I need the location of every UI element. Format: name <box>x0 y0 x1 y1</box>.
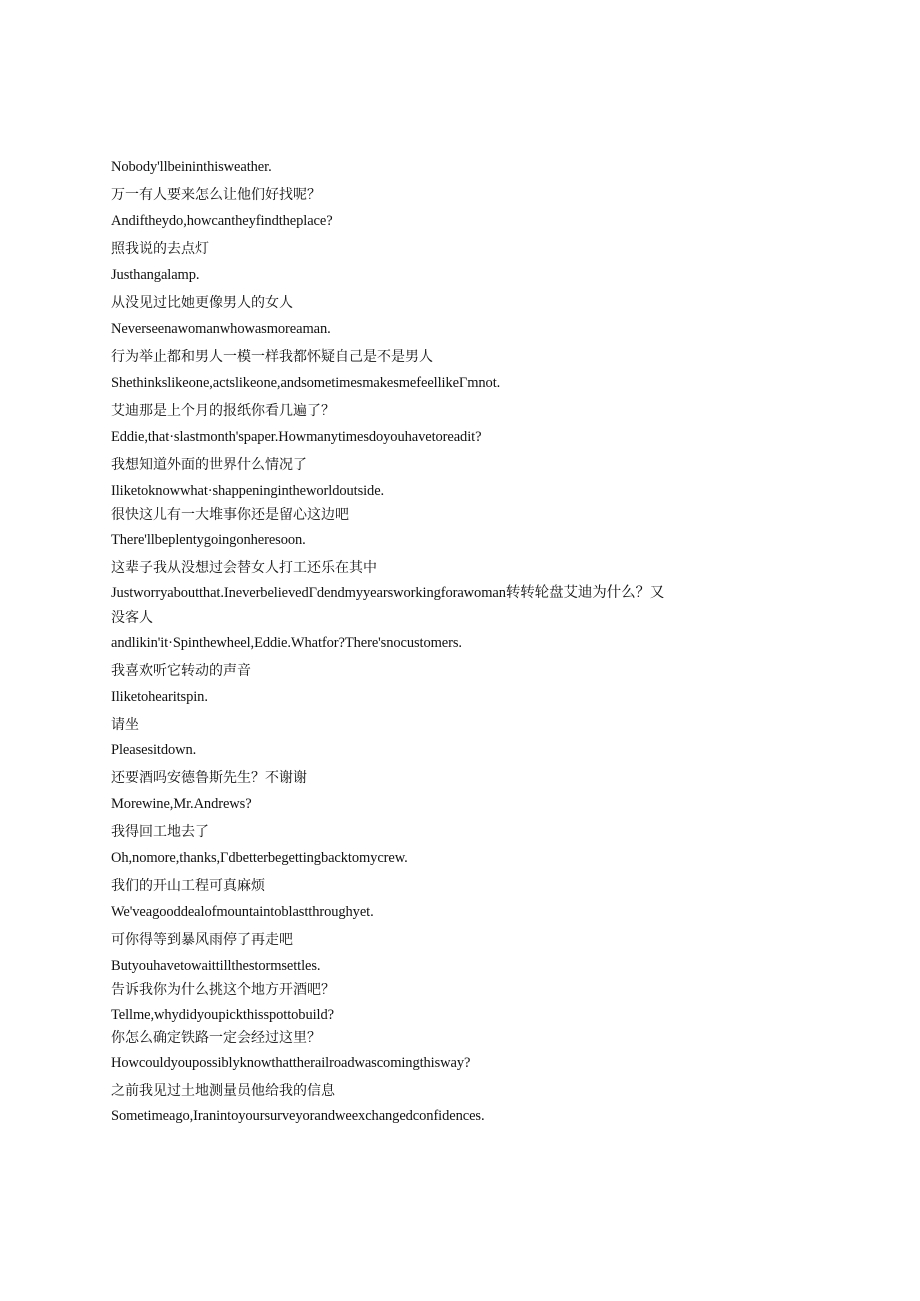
text-line: 行为举止都和男人一模一样我都怀疑自己是不是男人 <box>111 349 433 365</box>
text-line: 你怎么确定铁路一定会经过这里？ <box>111 1030 321 1046</box>
text-line: 之前我见过土地测量员他给我的信息 <box>111 1083 335 1099</box>
text-line: Howcouldyoupossiblyknowthattherailroadwascomingthisway? <box>111 1055 471 1071</box>
text-line: We'veagooddealofmountaintoblastthroughyet. <box>111 904 374 920</box>
text-line: 还要酒吗安德鲁斯先生？不谢谢 <box>111 770 307 786</box>
text-line: Sometimeago,Iranintoyoursurveyorandweexchangedconfidences. <box>111 1108 485 1124</box>
text-line: 我得回工地去了 <box>111 824 209 840</box>
text-line: 我们的开山工程可真麻烦 <box>111 878 265 894</box>
text-line: 我想知道外面的世界什么情况了 <box>111 457 307 473</box>
text-line: Morewine,Mr.Andrews? <box>111 796 252 812</box>
text-line: Iliketohearitspin. <box>111 689 208 705</box>
text-line: Andiftheydo,howcantheyfindtheplace? <box>111 213 333 229</box>
text-line: 照我说的去点灯 <box>111 241 209 257</box>
text-line: Tellme,whydidyoupickthisspottobuild? <box>111 1007 334 1023</box>
text-line: Justworryaboutthat.IneverbelievedΓdendmyyearsworkingforawoman转转轮盘艾迪为什么？又 <box>111 585 665 601</box>
text-line: 很快这儿有一大堆事你还是留心这边吧 <box>111 507 349 523</box>
text-line: Neverseenawomanwhowasmoreaman. <box>111 321 331 337</box>
text-line: 从没见过比她更像男人的女人 <box>111 295 293 311</box>
text-line: Nobody'llbeininthisweather. <box>111 159 272 175</box>
text-line: 告诉我你为什么挑这个地方开酒吧？ <box>111 982 335 998</box>
text-line: Pleasesitdown. <box>111 742 197 758</box>
text-line: 我喜欢听它转动的声音 <box>111 663 251 679</box>
text-line: 艾迪那是上个月的报纸你看几遍了？ <box>111 403 335 419</box>
text-line: 没客人 <box>111 610 153 626</box>
text-line: Butyouhavetowaittillthestormsettles. <box>111 958 321 974</box>
text-line: 请坐 <box>111 717 139 733</box>
text-line: Justhangalamp. <box>111 267 200 283</box>
text-line: 这辈子我从没想过会替女人打工还乐在其中 <box>111 560 377 576</box>
text-line: Iliketoknowwhat·shappeningintheworldoutside. <box>111 483 385 499</box>
text-line: andlikin'it·Spinthewheel,Eddie.Whatfor?There'snocustomers. <box>111 635 462 651</box>
text-line: Shethinkslikeone,actslikeone,andsometimesmakesmefeellikeΓmnot. <box>111 375 501 391</box>
text-line: There'llbeplentygoingonheresoon. <box>111 532 306 548</box>
text-line: 万一有人要来怎么让他们好找呢？ <box>111 187 321 203</box>
text-line: Eddie,that·slastmonth'spaper.Howmanytimesdoyouhavetoreadit? <box>111 429 482 445</box>
text-line: Oh,nomore,thanks,Γdbetterbegettingbacktomycrew. <box>111 850 408 866</box>
text-line: 可你得等到暴风雨停了再走吧 <box>111 932 293 948</box>
